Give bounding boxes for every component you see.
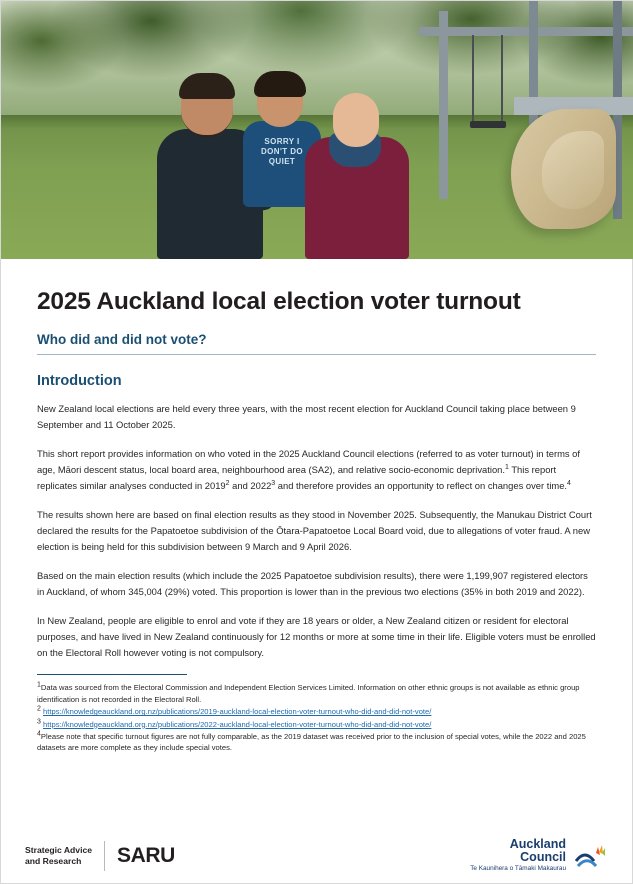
- page-footer: [1, 827, 632, 883]
- footer-unit-name: [25, 845, 92, 867]
- auckland-council-mark-icon: [574, 841, 608, 871]
- council-logo-text: [470, 838, 566, 873]
- adult-female-head: [333, 93, 379, 147]
- footnote-item-2: [37, 706, 596, 717]
- paragraph-4: Based on the main election results (which include the 2025 Papatoetoe subdivision results), there were 1,199,907 registered electors in Auckland, of whom 345,004 (29%) voted. This proportion is lower than in the previous two elections (35% in both 2019 and 2022).: [37, 570, 588, 598]
- footnote-marker-1: 1: [37, 681, 41, 689]
- footnote-marker-2: 2: [37, 705, 41, 713]
- paragraph-2: This short report provides information on who voted in the 2025 Auckland Council elections (referred to as voter turnout) in terms of age, Māori descent status, local board area, neighbourhood area (SA2), and relative socio-economic deprivation.$^1$ This report replicates similar analyses conducted in 2019$^2$ and 2022$^3$ and therefore provides an opportunity to reflect on changes over time.$^4$: [37, 448, 580, 492]
- swing-rope: [472, 35, 474, 123]
- playground-post: [439, 11, 448, 199]
- footer-unit-line-2: and Research: [25, 855, 82, 866]
- page-subtitle: Who did and did not vote?: [37, 332, 207, 348]
- child-hair: [254, 71, 306, 97]
- paragraph-2-part-2: This report replicates similar analyses conducted in 2019: [37, 464, 557, 492]
- footnote-divider: [37, 674, 187, 675]
- footnote-item-4: [37, 731, 596, 754]
- footnote-item-1: [37, 682, 596, 705]
- playground-structure: [419, 1, 633, 259]
- paragraph-2-year: 2022: [250, 480, 272, 492]
- footnote-ref-1: 1: [504, 464, 509, 472]
- child-shirt-text: SORRY I DON'T DO QUIET: [261, 137, 303, 166]
- footnote-item-3: [37, 719, 596, 730]
- council-name-line-2: Council: [520, 850, 566, 864]
- footnote-ref-3: 3: [271, 480, 276, 488]
- footer-divider-vertical: [104, 841, 105, 871]
- paragraph-5: In New Zealand, people are eligible to enrol and vote if they are 18 years or older, a New Zealand citizen or resident for electoral purposes, and have lived in New Zealand continuously for 12 months or more at some time in their life. Eligible voters must be enrolled on the Electoral Roll however voting is not compulsory.: [37, 615, 596, 659]
- footnote-ref-4: 4: [567, 480, 571, 488]
- footnotes-block: [37, 682, 596, 753]
- page-title: 2025 Auckland local election voter turnout: [37, 288, 521, 315]
- council-name-line-1: Auckland: [509, 837, 566, 851]
- paragraph-3: The results shown here are based on final election results as they stood in November 2025. Subsequently, the Manukau District Court declared the results for the Papatoetoe subdivision of the Ōtara-Papatoetoe Local Board void, due to allegations of voter fraud. A new election is being held for this subdivision between 9 March and 9 April 2026.: [37, 509, 592, 553]
- paragraph-1: New Zealand local elections are held every three years, with the most recent election for Auckland Council taking place between 9 September and 11 October 2025.: [37, 403, 576, 431]
- paragraph-2-part-3: and therefore provides an opportunity to reflect on changes over time.: [275, 480, 568, 492]
- adult-male-hair: [179, 73, 235, 99]
- hero-image: [1, 1, 633, 259]
- family-group: [151, 27, 421, 259]
- footer-unit-line-1: Strategic Advice: [25, 844, 93, 855]
- swing-rope: [501, 35, 503, 123]
- council-name-maori: Te Kaunihera o Tāmaki Makaurau: [470, 865, 566, 872]
- adult-female-figure: [301, 69, 421, 259]
- header-divider: [37, 354, 596, 355]
- footer-acronym: SARU: [117, 843, 175, 867]
- footnote-text-1: Data was sourced from the Electoral Commission and Independent Election Services Limited. Information on other ethnic groups is not available as ethnic group identification is not recorded in the Electoral Roll.: [37, 683, 580, 704]
- footnote-ref-2: 2: [225, 480, 230, 488]
- swing-seat: [470, 121, 506, 128]
- footer-unit-block: [25, 841, 175, 871]
- section-heading-introduction: Introduction: [37, 373, 122, 390]
- footnote-link-2022-report[interactable]: https://knowledgeauckland.org.nz/publications/2022-auckland-local-election-voter-turnout-who-did-and-did-not-vote/: [43, 719, 432, 729]
- playground-beam: [419, 27, 633, 36]
- footnote-text-4: Please note that specific turnout figures are not fully comparable, as the 2019 dataset was received prior to the inclusion of special votes, while the 2022 and 2025 datasets are more complete as they include special votes.: [37, 732, 586, 753]
- footnote-marker-3: 3: [37, 718, 41, 726]
- footnote-link-2019-report[interactable]: https://knowledgeauckland.org.nz/publications/2019-auckland-local-election-voter-turnout-who-did-and-did-not-vote/: [43, 707, 432, 717]
- paragraph-2-part-1: This short report provides information on who voted in the 2025 Auckland Council elections (referred to as voter turnout) in terms of age, Māori descent status, local board area, neighbourhood area (SA2), and relative socio-economic deprivation.: [37, 448, 580, 476]
- footnote-marker-4: 4: [37, 730, 41, 738]
- document-content: [1, 259, 632, 754]
- subtitle-block: [37, 332, 596, 355]
- council-logo: [470, 838, 608, 873]
